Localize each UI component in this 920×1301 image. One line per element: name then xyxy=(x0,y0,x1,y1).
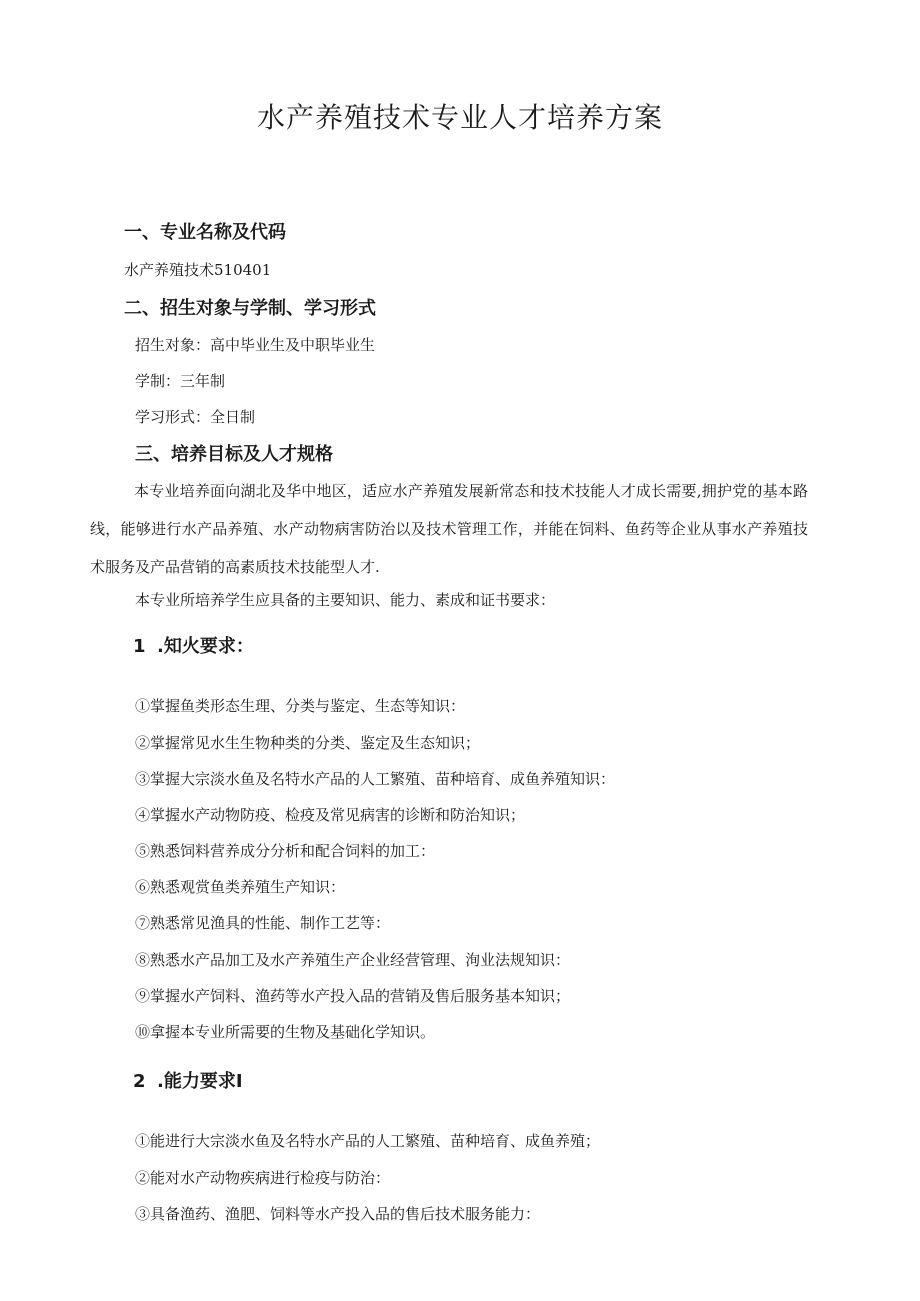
knowledge-item-7: ⑦熟悉常见渔具的性能、制作工艺等： xyxy=(135,914,391,932)
knowledge-heading-number: 1 xyxy=(133,636,146,657)
knowledge-item-10: ⑩拿握本专业所需要的生物及基础化学知识。 xyxy=(135,1023,436,1041)
ability-item-3: ③具备渔药、渔肥、饲料等水产投入品的售后技术服务能力： xyxy=(135,1205,541,1223)
knowledge-heading xyxy=(133,634,254,660)
ability-item-1: ①能进行大宗淡水鱼及名特水产品的人工繁殖、苗种培育、成鱼养殖； xyxy=(135,1132,601,1150)
knowledge-item-5: ⑤熟悉饲料营养成分分析和配合饲料的加工： xyxy=(135,842,436,860)
knowledge-item-4: ④掌握水产动物防疫、检疫及常见病害的诊断和防治知识； xyxy=(135,806,526,824)
knowledge-item-8: ⑧熟悉水产品加工及水产养殖生产企业经营管理、洵业法规知识： xyxy=(135,951,571,969)
enrollment-target: 招生对象：高中毕业生及中职毕业生 xyxy=(135,336,376,354)
section-heading-1: 一、专业名称及代码 xyxy=(124,222,286,243)
document-title: 水产养殖技术专业人才培养方案 xyxy=(256,101,663,134)
knowledge-heading-text: .知火要求： xyxy=(157,636,254,657)
major-name-code: 水产养殖技术510401 xyxy=(124,261,272,279)
training-goal-paragraph: 本专业培养面向湖北及华中地区，适应水产养殖发展新常态和技术技能人才成长需要,拥护党的基本路线，能够进行水产品养殖、水产动物病害防治以及技术管理工作，并能在饲料、鱼药等企业从事水产养殖技术服务及产品营销的高素质技术技能型人才. xyxy=(90,482,808,576)
ability-heading-text: .能力要求I xyxy=(157,1071,243,1092)
study-length: 学制：三年制 xyxy=(135,372,226,390)
section-heading-3: 三、培养目标及人才规格 xyxy=(135,444,333,465)
ability-item-2: ②能对水产动物疾病进行检疫与防治： xyxy=(135,1169,391,1187)
knowledge-item-1: ①掌握鱼类形态生理、分类与鉴定、生态等知识： xyxy=(135,697,466,715)
knowledge-item-9: ⑨掌握水产饲料、渔药等水产投入品的营销及售后服务基本知识； xyxy=(135,987,571,1005)
knowledge-item-3: ③掌握大宗淡水鱼及名特水产品的人工繁殖、苗种培育、成鱼养殖知识： xyxy=(135,770,616,788)
knowledge-item-6: ⑥熟悉观赏鱼类养殖生产知识： xyxy=(135,878,346,896)
ability-heading xyxy=(133,1069,243,1095)
knowledge-item-2: ②掌握常见水生生物种类的分类、鉴定及生态知识； xyxy=(135,734,481,752)
study-mode: 学习形式：全日制 xyxy=(135,408,256,426)
ability-heading-number: 2 xyxy=(133,1071,146,1092)
requirements-intro: 本专业所培养学生应具备的主要知识、能力、素成和证书要求： xyxy=(135,591,556,609)
section-heading-2: 二、招生对象与学制、学习形式 xyxy=(124,298,376,319)
